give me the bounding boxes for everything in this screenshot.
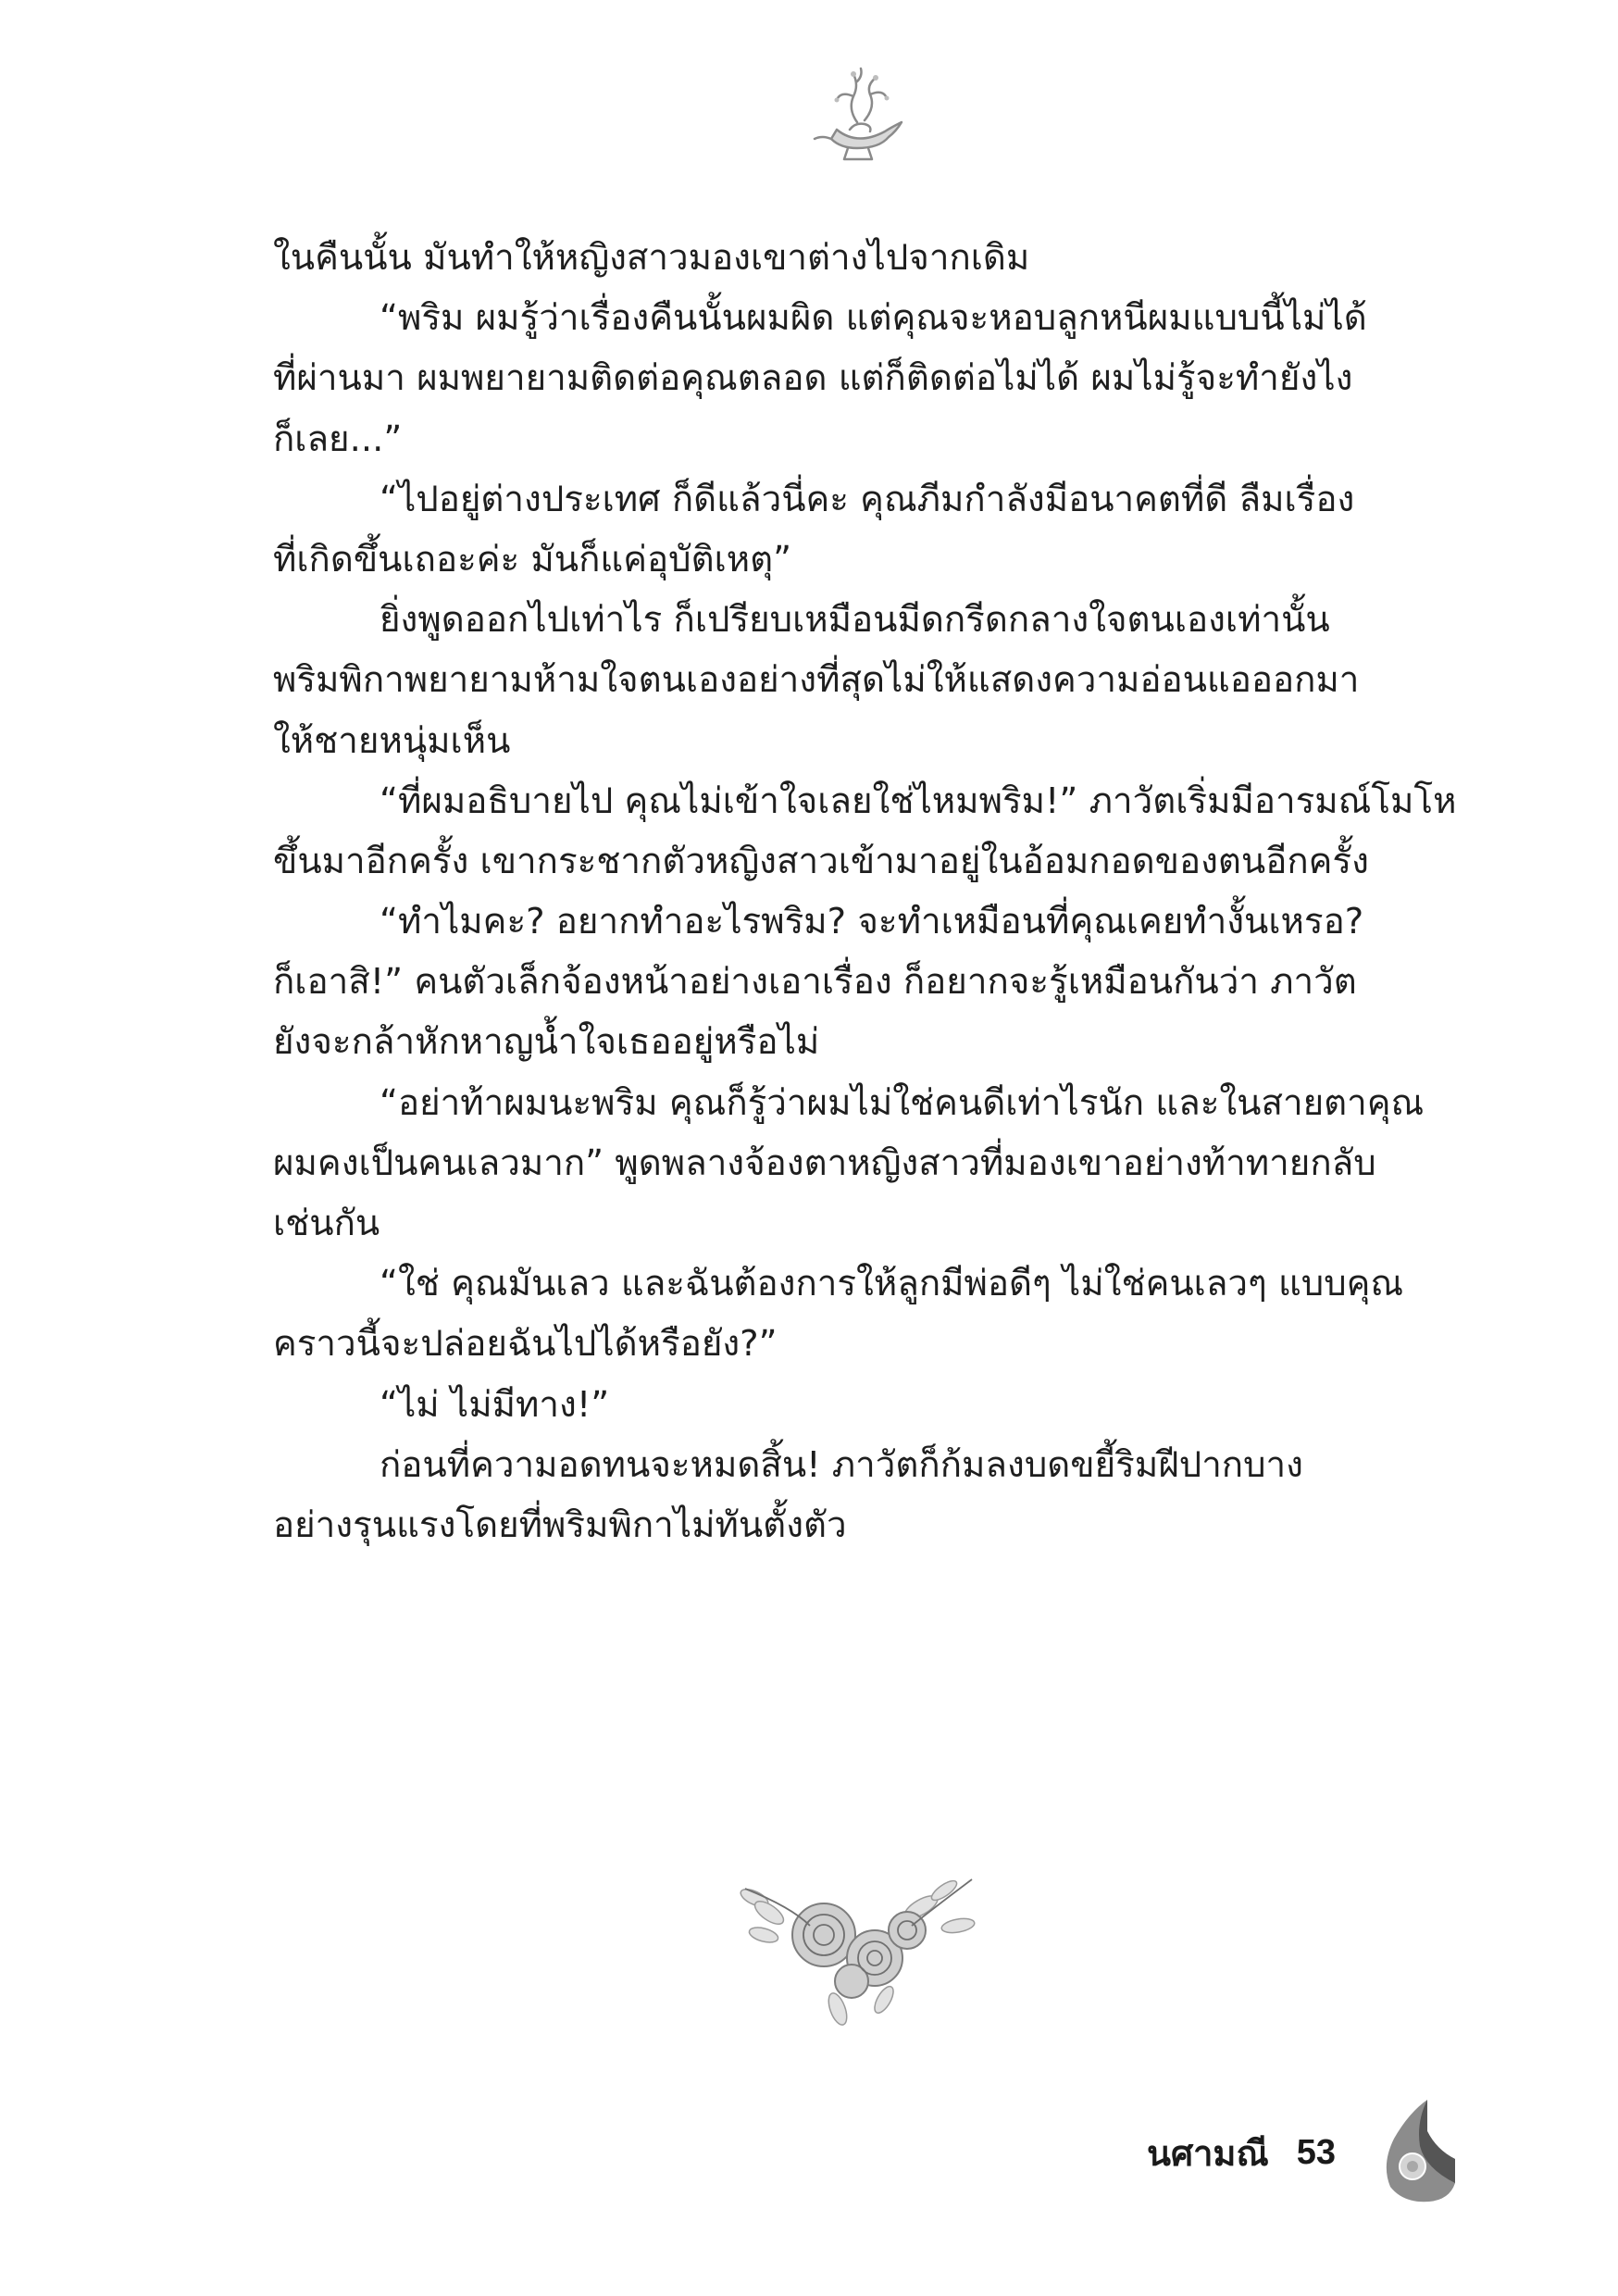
- text-line: ในคืนนั้น มันทำให้หญิงสาวมองเขาต่างไปจากเดิม: [273, 237, 1030, 279]
- text-line: ที่ผ่านมา ผมพยายามติดต่อคุณตลอด แต่ก็ติดต่อไม่ได้ ผมไม่รู้จะทำยังไง: [273, 357, 1353, 400]
- flower-bouquet-ornament-icon: [736, 1870, 981, 2037]
- text-line: ยังจะกล้าหักหาญน้ำใจเธออยู่หรือไม่: [273, 1021, 820, 1064]
- text-line: “ทำไมคะ? อยากทำอะไรพริม? จะทำเหมือนที่คุณเคยทำงั้นเหรอ?: [380, 901, 1364, 943]
- text-line: ก็เอาสิ!” คนตัวเล็กจ้องหน้าอย่างเอาเรื่อง ก็อยากจะรู้เหมือนกันว่า ภาวัต: [273, 961, 1357, 1004]
- text-line: ผมคงเป็นคนเลวมาก” พูดพลางจ้องตาหญิงสาวที่มองเขาอย่างท้าทายกลับ: [273, 1142, 1376, 1184]
- body-text: [273, 228, 1458, 1555]
- text-line: พริมพิกาพยายามห้ามใจตนเองอย่างที่สุดไม่ให้แสดงความอ่อนแอออกมา: [273, 659, 1360, 702]
- text-line: “ใช่ คุณมันเลว และฉันต้องการให้ลูกมีพ่อดีๆ ไม่ใช่คนเลวๆ แบบคุณ: [380, 1263, 1404, 1305]
- lamp-ornament-icon: [800, 57, 915, 172]
- text-line: อย่างรุนแรงโดยที่พริมพิกาไม่ทันตั้งตัว: [273, 1504, 847, 1546]
- text-line: ก่อนที่ความอดทนจะหมดสิ้น! ภาวัตก็ก้มลงบดขยี้ริมฝีปากบาง: [380, 1443, 1303, 1486]
- text-line: เช่นกัน: [273, 1203, 380, 1244]
- page-number: 53: [1296, 2132, 1336, 2172]
- folio: [1147, 2115, 1336, 2190]
- text-line: ให้ชายหนุ่มเห็น: [273, 719, 511, 762]
- folio-emblem-icon: [1372, 2094, 1460, 2205]
- text-line: “พริม ผมรู้ว่าเรื่องคืนนั้นผมผิด แต่คุณจะหอบลูกหนีผมแบบนี้ไม่ได้: [380, 297, 1367, 340]
- running-title: นศามณี: [1146, 2132, 1269, 2174]
- text-line: ที่เกิดขึ้นเถอะค่ะ มันก็แค่อุบัติเหตุ”: [273, 538, 792, 580]
- text-line: ยิ่งพูดออกไปเท่าไร ก็เปรียบเหมือนมีดกรีดกลางใจตนเองเท่านั้น: [380, 599, 1330, 642]
- text-line: “ไปอยู่ต่างประเทศ ก็ดีแล้วนี่คะ คุณภีมกำลังมีอนาคตที่ดี ลืมเรื่อง: [380, 478, 1355, 520]
- text-line: “อย่าท้าผมนะพริม คุณก็รู้ว่าผมไม่ใช่คนดีเท่าไรนัก และในสายตาคุณ: [380, 1081, 1425, 1124]
- text-line: “ไม่ ไม่มีทาง!”: [380, 1383, 610, 1426]
- text-line: “ที่ผมอธิบายไป คุณไม่เข้าใจเลยใช่ไหมพริม!” ภาวัตเริ่มมีอารมณ์โมโห: [380, 780, 1457, 822]
- text-line: คราวนี้จะปล่อยฉันไปได้หรือยัง?”: [273, 1323, 778, 1366]
- text-line: ก็เลย...”: [273, 418, 403, 460]
- text-line: ขึ้นมาอีกครั้ง เขากระชากตัวหญิงสาวเข้ามาอยู่ในอ้อมกอดของตนอีกครั้ง: [273, 840, 1369, 882]
